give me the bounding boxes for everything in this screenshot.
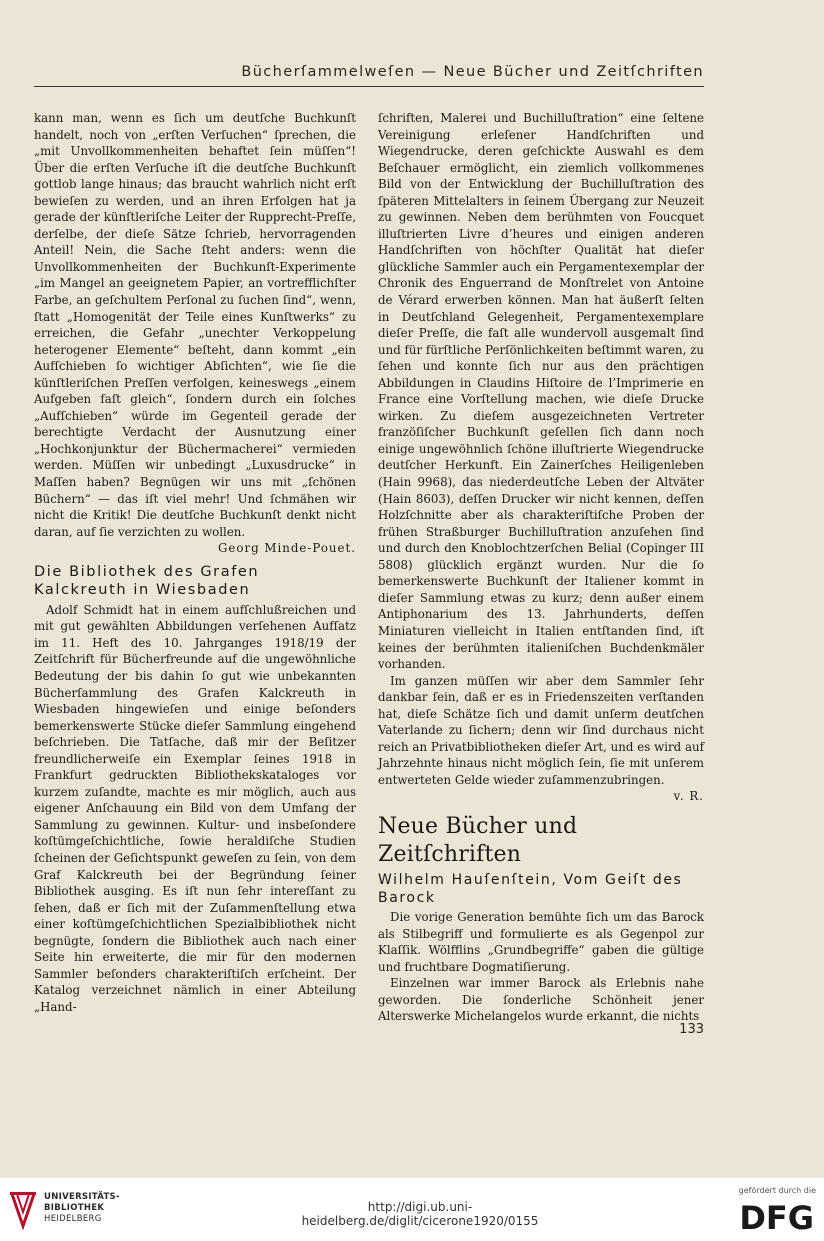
- body-paragraph: Adolf Schmidt hat in einem aufſchlußreichen und mit gut gewählten Abbildungen verſehenen Aufſatz im 11. Heft des 10. Jahrganges 1918/19 der Zeitſchrift für Bücherfreunde auf die ungewöhnliche Bedeutung der bis dahin ſo gut wie unbekannten Bücherſammlung des Grafen Kalckreuth in Wiesbaden hingewieſen und einige beſonders bemerkenswerte Stücke dieſer Sammlung eingehend beſchrieben. Die Tatſache, daß mir der Beſitzer freundlicherweiſe ein Exemplar ſeines 1918 in Frankfurt gedruckten Bibliothekskataloges vor kurzem zuſandte, machte es mir möglich, auch aus eigener Anſchauung ein Bild von dem Umfang der Sammlung zu gewinnen. Kultur- und insbeſondere koſtümgeſchichtliche, ſowie heraldiſche Studien ſcheinen der Geſichtspunkt geweſen zu ſein, von dem Graf Kalckreuth bei der Begründung ſeiner Bibliothek ausging. Es iſt nun ſehr intereſſant zu ſehen, daß er ſich mit der Zuſammenſtellung etwa einer koſtümgeſchichtlichen Spezialbibliothek nicht begnügte, ſondern die Bibliothek auch nach einer Seite hin erweiterte, die mir für den modernen Sammler beſonders charakteriſtiſch erſcheint. Der Katalog verzeichnet nämlich in einer Abteilung „Hand-: [34, 602, 356, 1014]
- review-heading: Wilhelm Hauſenſtein, Vom Geiſt des Barock: [378, 871, 683, 906]
- logo-line: BIBLIOTHEK: [44, 1203, 105, 1213]
- dfg-logo-text: DFG: [739, 1199, 814, 1234]
- section-heading: Die Bibliothek des Grafen Kalckreuth in Wiesbaden: [34, 563, 260, 598]
- left-column: [34, 110, 356, 1015]
- section-title: Neue Bücher und Zeitſchriften: [378, 813, 578, 867]
- funding-note: gefördert durch die: [738, 1186, 816, 1195]
- university-library-logo-icon: [8, 1190, 38, 1230]
- dfg-logo-icon[interactable]: [726, 1198, 816, 1234]
- footer-bar: [0, 1178, 824, 1241]
- right-column: [378, 110, 704, 1025]
- body-paragraph: kann man, wenn es ſich um deutſche Buchkunſt handelt, noch von „erſten Verſuchen“ ſprechen, die „mit Unvollkommenheiten behaftet ſein müſſen“! Über die erſten Verſuche iſt die deutſche Buchkunſt gottlob lange hinaus; das braucht wahrlich nicht erſt bewieſen zu werden, und an ihren Erfolgen hat ja gerade der künſtleriſche Leiter der Rupprecht-Preſſe, derſelbe, der dieſe Sätze ſchrieb, hervorragenden Anteil! Nein, die Sache ſteht anders: wenn die Unvollkommenheiten der Buchkunſt-Experimente „im Mangel an geeignetem Papier, an vortrefflichſter Farbe, an geſchultem Perſonal zu ſuchen ſind“, wenn, ſtatt „Homogenität der Teile eines Kunſtwerks“ zu erreichen, die Gefahr „unechter Verkoppelung heterogener Elemente“ beſteht, dann kommt „ein Aufſchieben ſo wichtiger Abſichten“, wie ſie die künſtleriſchen Preſſen verfolgen, keineswegs „einem Aufgeben faſt gleich“, ſondern durch ein ſolches „Aufſchieben“ würde im Gegenteil gerade der berechtigte Verdacht der Ausnutzung einer „Hochkonjunktur der Büchermacherei“ vermieden werden. Müſſen wir unbedingt „Luxusdrucke“ in Maſſen haben? Begnügen wir uns mit „ſchönen Büchern“ — das iſt viel mehr! Und ſchmähen wir nicht die Kritik! Die deutſche Buchkunſt denkt nicht daran, auf ſie verzichten zu wollen.: [34, 111, 356, 539]
- body-paragraph: ſchriften, Malerei und Buchilluſtration“ eine ſeltene Vereinigung erleſener Handſchriften und Wiegendrucke, deren geſchickte Auswahl es dem Beſchauer ermöglicht, ein ziemlich vollkommenes Bild von der Entwicklung der Buchilluſtration des ſpäteren Mittelalters in ſeinem Übergang zur Neuzeit zu gewinnen. Neben dem berühmten von Foucquet illuſtrierten Livre d’heures und einigen anderen Handſchriften von höchſter Qualität hat dieſer glückliche Sammler auch ein Pergamentexemplar der Chronik des Enguerrand de Monſtrelet von Antoine de Vérard erwerben können. Man hat äußerſt ſelten in Deutſchland Gelegenheit, Pergamentexemplare dieſer Preſſe, die faſt alle wundervoll ausgemalt ſind und für fürſtliche Perſönlichkeiten beſtimmt waren, zu ſehen und konnte ſich nur aus den prächtigen Abbildungen in Claudins Hiſtoire de l’Imprimerie en France eine Vorſtellung machen, wie dieſe Drucke wirken. Zu dieſem ausgezeichneten Vertreter franzöſiſcher Buchkunſt geſellen ſich dann noch einige ungewöhnlich ſchöne illuſtrierte Wiegendrucke deutſcher Herkunft. Ein Zainerſches Heiligenleben (Hain 9968), das niederdeutſche Leben der Altväter (Hain 8603), deſſen Drucker wir nicht kennen, deſſen Holzſchnitte aber als charakteriſtiſche Proben der frühen Straßburger Buchilluſtration anzuſehen ſind und durch den Knoblochtzerſchen Belial (Copinger III 5808) glücklich ergänzt wurden. Nur die ſo bemerkenswerte Buchkunſt der Italiener kommt in dieſer Sammlung etwas zu kurz; denn außer einem Antiphonarium des 13. Jahrhunderts, deſſen Miniaturen vielleicht in Italien entſtanden ſind, iſt keines der berühmten italieniſchen Buchdenkmäler vorhanden.: [378, 111, 704, 672]
- running-head: Bücherſammelweſen — Neue Bücher und Zeitſchriften: [34, 64, 704, 87]
- author-signature: v. R.: [673, 789, 704, 804]
- page-number: 133: [679, 1022, 704, 1037]
- body-paragraph: Die vorige Generation bemühte ſich um das Barock als Stilbegriff und formulierte es als Gegenpol zur Klaſſik. Wölfflins „Grundbegriffe“ gaben die gültige und fruchtbare Dogmatiſierung.: [378, 909, 704, 974]
- library-logo-text[interactable]: [44, 1192, 120, 1225]
- logo-line: UNIVERSITÄTS-: [44, 1192, 120, 1202]
- source-url-link[interactable]: http://digi.ub.uni-heidelberg.de/diglit/cicerone1920/0155: [301, 1200, 539, 1228]
- body-paragraph: Im ganzen müſſen wir aber dem Sammler ſehr dankbar ſein, daß er es in Friedenszeiten verſtanden hat, dieſe Schätze ſich und damit unſerm deutſchen Vaterlande zu ſichern; denn wir ſind durchaus nicht reich an Privatbibliotheken dieſer Art, und es wird auf Jahrzehnte hinaus nicht möglich ſein, ſie mit unſerem entwerteten Gelde wieder zuſammenzubringen.: [378, 673, 704, 787]
- logo-line: HEIDELBERG: [44, 1214, 102, 1224]
- author-signature: Georg Minde-Pouet.: [217, 541, 356, 556]
- body-paragraph: Einzelnen war immer Barock als Erlebnis nahe geworden. Die ſonderliche Schönheit jener Alterswerke Michelangelos wurde erkannt, die nichts: [378, 976, 704, 1024]
